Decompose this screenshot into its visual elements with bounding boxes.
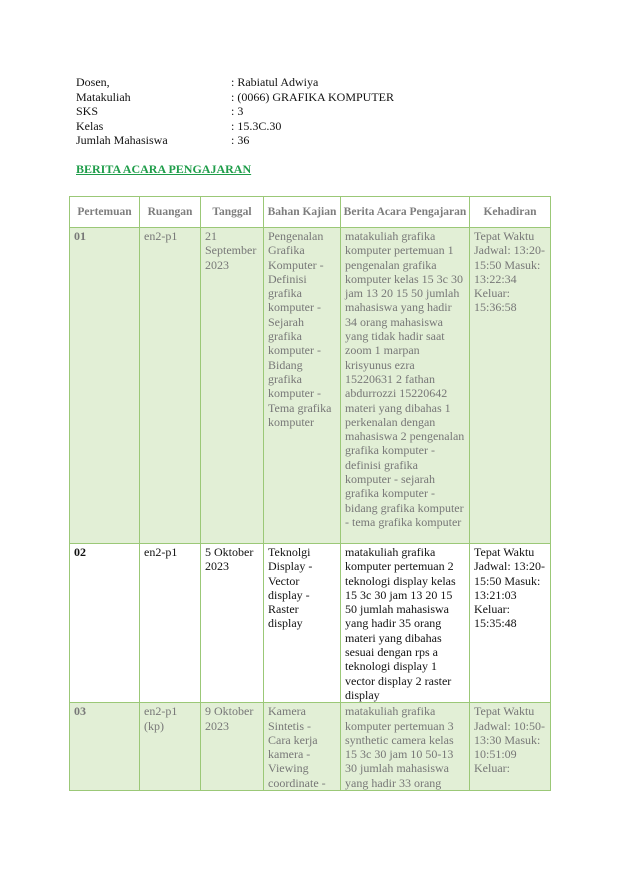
info-row-jumlah [76, 133, 394, 148]
table-header-row [70, 197, 551, 228]
table-row [70, 228, 551, 544]
cell-pertemuan: 03 [70, 703, 140, 791]
cell-kehadiran: Tepat Waktu Jadwal: 13:20-15:50 Masuk: 13:21:03 Keluar: 15:35:48 [470, 544, 551, 703]
info-label: Kelas [76, 118, 104, 133]
teaching-report-table [69, 196, 551, 791]
cell-tanggal: 21 September 2023 [201, 228, 264, 544]
info-row-kelas [76, 119, 394, 134]
info-value: : 3 [231, 104, 244, 119]
cell-kehadiran: Tepat Waktu Jadwal: 13:20-15:50 Masuk: 13:22:34 Keluar: 15:36:58 [470, 228, 551, 544]
info-label: Jumlah Mahasiswa [76, 133, 168, 148]
table-row [70, 544, 551, 703]
info-row-sks [76, 104, 394, 119]
cell-berita: matakuliah grafika komputer pertemuan 2 teknologi display kelas 15 3c 30 jam 13 20 15 50 jumlah mahasiswa yang hadir 35 orang materi yang dibahas sesuai dengan rps a teknologi display 1 vector display 2 raster display [341, 544, 470, 703]
cell-pertemuan: 02 [70, 544, 140, 703]
info-value: : (0066) GRAFIKA KOMPUTER [231, 89, 395, 104]
info-value: : 36 [231, 133, 250, 148]
cell-bahan: Kamera Sintetis - Cara kerja kamera - Viewing coordinate - [264, 703, 341, 791]
header-bahan-kajian: Bahan Kajian [264, 197, 341, 228]
info-value: : Rabiatul Adwiya [231, 75, 319, 89]
cell-berita: matakuliah grafika komputer pertemuan 1 pengenalan grafika komputer kelas 15 3c 30 jam 13 20 15 50 jumlah mahasiswa yang hadir 34 orang mahasiswa yang tidak hadir saat zoom 1 marpan krisyunus ezra 15220631 2 fathan abdurrozzi 15220642 materi yang dibahas 1 perkenalan dengan mahasiswa 2 pengenalan grafika komputer - definisi grafika komputer - sejarah grafika komputer - bidang grafika komputer - tema grafika komputer [341, 228, 470, 544]
cell-kehadiran: Tepat Waktu Jadwal: 10:50-13:30 Masuk: 10:51:09 Keluar: [470, 703, 551, 791]
cell-berita: matakuliah grafika komputer pertemuan 3 synthetic camera kelas 15 3c 30 jam 10 50-13 30 jumlah mahasiswa yang hadir 33 orang [341, 703, 470, 791]
course-info [76, 75, 394, 148]
info-row-matakuliah [76, 90, 394, 105]
header-pertemuan: Pertemuan [70, 197, 140, 228]
header-berita-acara: Berita Acara Pengajaran [341, 197, 470, 228]
cell-tanggal: 5 Oktober 2023 [201, 544, 264, 703]
cell-bahan: Pengenalan Grafika Komputer - Definisi grafika komputer - Sejarah grafika komputer - Bidang grafika komputer - Tema grafika komputer [264, 228, 341, 544]
info-row-dosen [76, 75, 394, 90]
section-title: BERITA ACARA PENGAJARAN [76, 162, 252, 176]
info-value: : 15.3C.30 [231, 118, 282, 133]
cell-pertemuan: 01 [70, 228, 140, 544]
cell-ruangan: en2-p1 [140, 228, 201, 544]
header-ruangan: Ruangan [140, 197, 201, 228]
cell-tanggal: 9 Oktober 2023 [201, 703, 264, 791]
info-label: Matakuliah [76, 89, 131, 104]
table-row [70, 703, 551, 791]
header-kehadiran: Kehadiran [470, 197, 551, 228]
cell-bahan: Teknolgi Display - Vector display - Raster display [264, 544, 341, 703]
cell-ruangan: en2-p1 (kp) [140, 703, 201, 791]
info-label: SKS [76, 104, 99, 119]
header-tanggal: Tanggal [201, 197, 264, 228]
info-label: Dosen, [76, 75, 110, 89]
cell-ruangan: en2-p1 [140, 544, 201, 703]
